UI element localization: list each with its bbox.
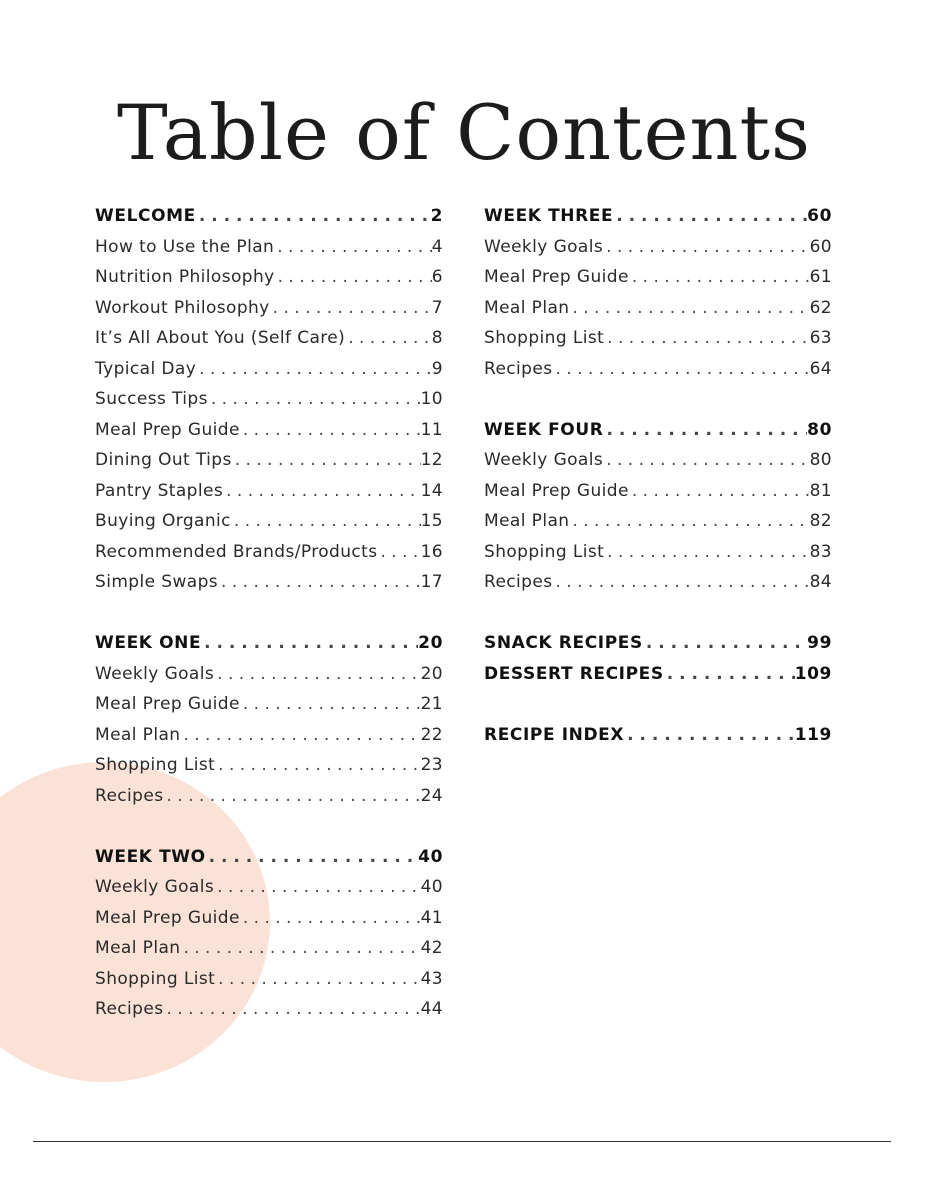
toc-page-number: 84 [809, 572, 832, 592]
toc-entry [484, 262, 832, 293]
toc-page-number: 24 [420, 785, 443, 806]
toc-page-number: 11 [420, 419, 443, 440]
toc-page-number: 83 [809, 541, 832, 562]
toc-section-heading [95, 628, 443, 659]
toc-entry-label: Weekly Goals [484, 450, 604, 470]
toc-page-number: 43 [420, 968, 443, 989]
dot-leader [552, 354, 809, 385]
dot-leader [214, 872, 420, 903]
dot-leader [196, 354, 432, 385]
toc-entry-label: Shopping List [484, 541, 605, 562]
dot-leader [629, 476, 810, 507]
toc-entry [95, 994, 443, 1025]
toc-page-number: 7 [431, 297, 443, 318]
dot-leader [603, 232, 809, 263]
toc-page-number: 81 [809, 480, 832, 501]
dot-leader [180, 720, 420, 751]
toc-page-number: 63 [809, 328, 832, 348]
toc-entry [95, 903, 443, 934]
toc-entry-label: Success Tips [95, 389, 208, 409]
toc-entry [95, 262, 443, 293]
toc-page-number: 61 [809, 267, 832, 287]
dot-leader [208, 384, 421, 415]
toc-section-heading [484, 201, 832, 232]
toc-page-number: 40 [418, 846, 443, 867]
toc-entry [95, 750, 443, 781]
toc-page-number: 62 [809, 297, 832, 318]
toc-page-number: 44 [420, 999, 443, 1019]
dot-leader [231, 506, 421, 537]
dot-leader [643, 628, 807, 659]
toc-entry-label: Recommended Brands/Products [95, 541, 378, 562]
toc-entry [484, 567, 832, 598]
dot-leader [240, 903, 421, 934]
toc-entry-label: Shopping List [95, 755, 216, 775]
dot-leader [201, 628, 418, 659]
dot-leader [664, 659, 795, 690]
toc-entry-label: Meal Plan [95, 724, 181, 745]
toc-page-number: 60 [809, 236, 832, 257]
toc-entry-label: Meal Prep Guide [95, 419, 240, 440]
toc-page-number: 4 [431, 236, 443, 257]
toc-column-right [484, 201, 832, 750]
toc-page-number: 80 [807, 419, 832, 440]
toc-page-number: 15 [420, 511, 443, 531]
toc-entry-label: Shopping List [484, 328, 605, 348]
toc-entry-label: Weekly Goals [95, 663, 215, 684]
toc-entry-label: Simple Swaps [95, 572, 219, 592]
toc-page-number: 41 [420, 907, 443, 928]
dot-leader [604, 537, 809, 568]
toc-entry-label: Meal Prep Guide [95, 694, 240, 714]
toc-section-heading [484, 659, 832, 690]
dot-leader [603, 445, 809, 476]
section-spacer [95, 811, 443, 842]
toc-entry [95, 567, 443, 598]
section-spacer [95, 598, 443, 629]
toc-entry-label: DESSERT RECIPES [484, 663, 664, 684]
dot-leader [552, 567, 809, 598]
toc-entry-label: WELCOME [95, 206, 196, 226]
dot-leader [163, 781, 420, 812]
toc-entry [95, 445, 443, 476]
dot-leader [603, 415, 807, 446]
toc-entry-label: WEEK ONE [95, 633, 202, 653]
dot-leader [274, 232, 432, 263]
toc-page-number: 20 [418, 633, 443, 653]
toc-page-number: 119 [794, 724, 832, 745]
toc-entry-label: How to Use the Plan [95, 236, 275, 257]
toc-page-number: 40 [420, 877, 443, 897]
toc-entry-label: Shopping List [95, 968, 216, 989]
page-title: Table of Contents [116, 88, 812, 177]
toc-entry-label: WEEK TWO [95, 846, 206, 867]
toc-entry-label: WEEK FOUR [484, 419, 604, 440]
toc-entry-label: It’s All About You (Self Care) [95, 328, 346, 348]
toc-page-number: 64 [809, 358, 832, 379]
dot-leader [569, 506, 809, 537]
toc-entry-label: Weekly Goals [484, 236, 604, 257]
dot-leader [232, 445, 421, 476]
toc-entry-label: Meal Plan [95, 938, 181, 958]
toc-entry-label: Typical Day [95, 358, 197, 379]
toc-entry-label: WEEK THREE [484, 206, 614, 226]
dot-leader [223, 476, 420, 507]
toc-entry [95, 720, 443, 751]
toc-entry [95, 659, 443, 690]
toc-entry-label: Meal Prep Guide [484, 267, 629, 287]
toc-entry [95, 872, 443, 903]
dot-leader [604, 323, 809, 354]
toc-entry-label: Weekly Goals [95, 877, 215, 897]
toc-entry [95, 689, 443, 720]
toc-section-heading [95, 201, 443, 232]
toc-entry-label: Meal Plan [484, 297, 570, 318]
toc-entry [484, 506, 832, 537]
toc-page-number: 12 [420, 450, 443, 470]
dot-leader [275, 262, 432, 293]
toc-entry [95, 293, 443, 324]
toc-page-number: 14 [420, 480, 443, 501]
toc-page-number: 22 [420, 724, 443, 745]
toc-entry [95, 537, 443, 568]
toc-entry-label: RECIPE INDEX [484, 724, 625, 745]
toc-page-number: 16 [420, 541, 443, 562]
toc-entry-label: Meal Prep Guide [484, 480, 629, 501]
toc-entry-label: Meal Prep Guide [95, 907, 240, 928]
dot-leader [215, 964, 420, 995]
toc-page-number: 21 [420, 694, 443, 714]
toc-entry [484, 323, 832, 354]
toc-entry [95, 781, 443, 812]
toc-section-heading [95, 842, 443, 873]
toc-entry [484, 476, 832, 507]
toc-entry-label: Meal Plan [484, 511, 570, 531]
toc-page-number: 23 [420, 755, 443, 775]
toc-entry-label: Nutrition Philosophy [95, 267, 275, 287]
toc-entry-label: Recipes [95, 999, 164, 1019]
toc-page-number: 42 [420, 938, 443, 958]
toc-entry [95, 933, 443, 964]
dot-leader [215, 750, 420, 781]
section-spacer [484, 598, 832, 629]
toc-entry-label: Recipes [484, 358, 553, 379]
toc-entry [484, 354, 832, 385]
toc-page-number: 99 [807, 633, 832, 653]
toc-page-number: 20 [420, 663, 443, 684]
toc-page-number: 8 [431, 328, 443, 348]
toc-page-number: 82 [809, 511, 832, 531]
toc-page-number: 60 [807, 206, 832, 226]
toc-page-number: 6 [431, 267, 443, 287]
toc-entry [484, 232, 832, 263]
toc-page-number: 2 [430, 206, 443, 226]
toc-entry [95, 232, 443, 263]
toc-entry [95, 384, 443, 415]
toc-entry-label: SNACK RECIPES [484, 633, 643, 653]
dot-leader [569, 293, 809, 324]
toc-section-heading [484, 415, 832, 446]
toc-section-heading [484, 720, 832, 751]
footer-divider [33, 1141, 891, 1142]
toc-entry [95, 323, 443, 354]
toc-entry-label: Pantry Staples [95, 480, 224, 501]
dot-leader [196, 201, 431, 232]
dot-leader [629, 262, 810, 293]
dot-leader [240, 689, 421, 720]
toc-entry [484, 537, 832, 568]
toc-entry [95, 354, 443, 385]
dot-leader [270, 293, 432, 324]
dot-leader [345, 323, 432, 354]
toc-entry-label: Recipes [95, 785, 164, 806]
toc-section-heading [484, 628, 832, 659]
toc-entry [484, 293, 832, 324]
toc-page-number: 17 [420, 572, 443, 592]
toc-page-number: 9 [431, 358, 443, 379]
dot-leader [613, 201, 807, 232]
toc-entry [95, 964, 443, 995]
dot-leader [214, 659, 420, 690]
dot-leader [624, 720, 795, 751]
toc-page-number: 80 [809, 450, 832, 470]
toc-entry-label: Workout Philosophy [95, 297, 270, 318]
dot-leader [163, 994, 420, 1025]
toc-entry-label: Recipes [484, 572, 553, 592]
toc-entry [95, 415, 443, 446]
toc-page-number: 109 [794, 663, 832, 684]
toc-entry [484, 445, 832, 476]
dot-leader [240, 415, 421, 446]
dot-leader [377, 537, 420, 568]
toc-entry-label: Buying Organic [95, 511, 231, 531]
dot-leader [180, 933, 420, 964]
toc-column-left [95, 201, 443, 1025]
section-spacer [484, 689, 832, 720]
toc-page-number: 10 [420, 389, 443, 409]
dot-leader [206, 842, 418, 873]
toc-entry-label: Dining Out Tips [95, 450, 232, 470]
toc-entry [95, 476, 443, 507]
dot-leader [218, 567, 421, 598]
toc-entry [95, 506, 443, 537]
section-spacer [484, 384, 832, 415]
